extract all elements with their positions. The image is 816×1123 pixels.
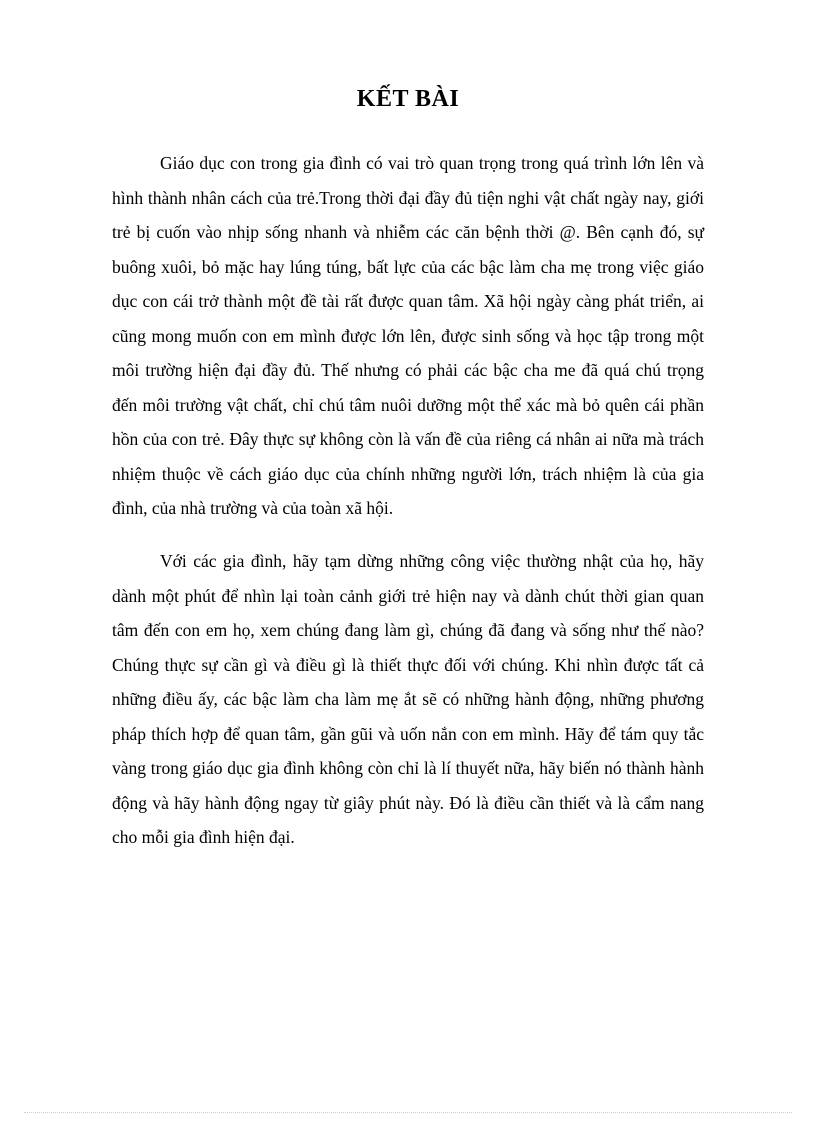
page-title: KẾT BÀI xyxy=(356,86,460,112)
page-bottom-divider xyxy=(24,1112,792,1113)
paragraph-2: Với các gia đình, hãy tạm dừng những công việc thường nhật của họ, hãy dành một phút để nhìn lại toàn cảnh giới trẻ hiện nay và dành chút thời gian quan tâm đến con em họ, xem chúng đang làm gì, chúng đã đang và sống như thế nào? Chúng thực sự cần gì và điều gì là thiết thực đối với chúng. Khi nhìn được tất cả những điều ấy, các bậc làm cha làm mẹ ắt sẽ có những hành động, những phương pháp thích hợp để quan tâm, gần gũi và uốn nắn con em mình. Hãy để tám quy tắc vàng trong giáo dục gia đình không còn chỉ là lí thuyết nữa, hãy biến nó thành hành động và hãy hành động ngay từ giây phút này. Đó là điều cần thiết và là cẩm nang cho mỗi gia đình hiện đại. xyxy=(112,551,704,847)
paragraph-1: Giáo dục con trong gia đình có vai trò quan trọng trong quá trình lớn lên và hình thành nhân cách của trẻ.Trong thời đại đầy đủ tiện nghi vật chất ngày nay, giới trẻ bị cuốn vào nhịp sống nhanh và nhiễm các căn bệnh thời @. Bên cạnh đó, sự buông xuôi, bỏ mặc hay lúng túng, bất lực của các bậc làm cha mẹ trong việc giáo dục con cái trở thành một đề tài rất được quan tâm. Xã hội ngày càng phát triển, ai cũng mong muốn con em mình được lớn lên, được sinh sống và học tập trong một môi trường hiện đại đầy đủ. Thế nhưng có phải các bậc cha me đã quá chú trọng đến môi trường vật chất, chỉ chú tâm nuôi dưỡng một thể xác mà bỏ quên cái phần hồn của con trẻ. Đây thực sự không còn là vấn đề của riêng cá nhân ai nữa mà trách nhiệm thuộc về cách giáo dục của chính những người lớn, trách nhiệm là của gia đình, của nhà trường và của toàn xã hội. xyxy=(112,153,704,518)
